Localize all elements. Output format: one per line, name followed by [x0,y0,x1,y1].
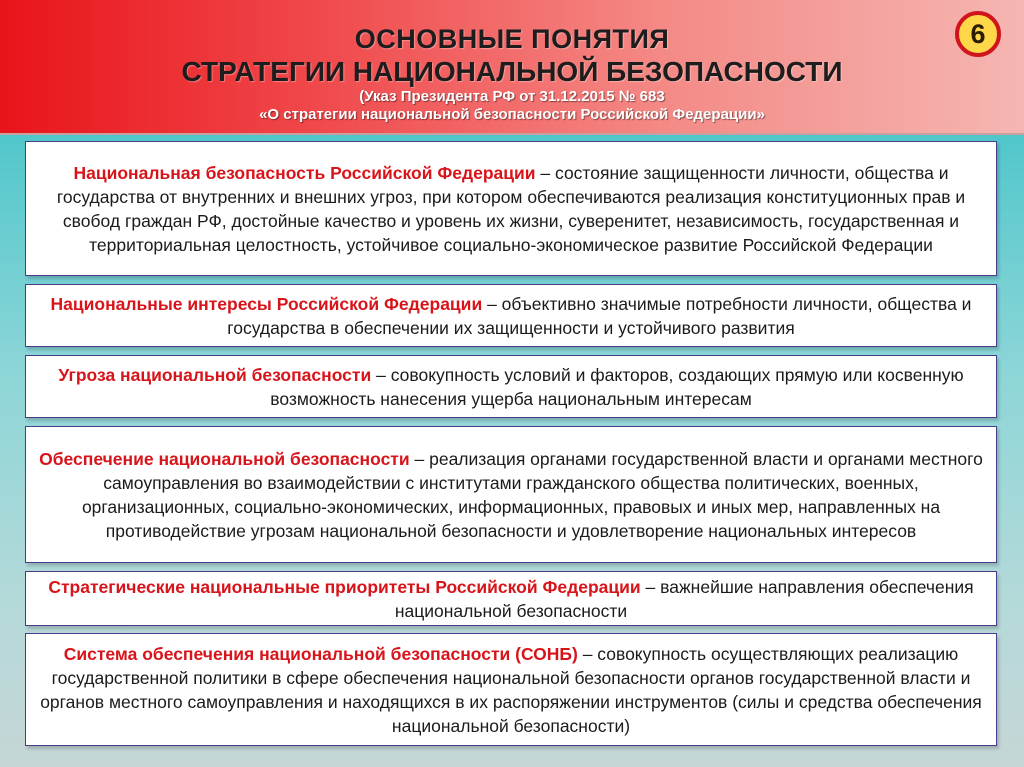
subtitle-strategy-name: «О стратегии национальной безопасности Российской Федерации» [259,106,765,123]
page-title-line2: СТРАТЕГИИ НАЦИОНАЛЬНОЙ БЕЗОПАСНОСТИ [181,56,843,87]
slide-number-badge: 6 [955,11,1001,57]
definition-term: Стратегические национальные приоритеты Российской Федерации [48,576,641,597]
definition-text [34,161,988,257]
definition-card-security-threat [25,355,997,418]
definition-term: Обеспечение национальной безопасности [39,448,410,469]
definition-body: – объективно значимые потребности личности, общества и государства в обеспечении их защищенности и устойчивого развития [227,293,972,338]
definition-card-national-security [25,141,997,276]
definition-term: Система обеспечения национальной безопасности (СОНБ) [63,643,578,664]
definition-card-strategic-priorities [25,571,997,626]
header-banner [0,0,1024,135]
definition-term: Национальная безопасность Российской Федерации [73,162,536,183]
definition-card-national-interests [25,284,997,347]
definition-text [34,363,988,411]
definition-body: – важнейшие направления обеспечения национальной безопасности [394,576,974,621]
definition-body: – состояние защищенности личности, общества и государства от внутренних и внешних угроз, при котором обеспечиваются реализация конституционных прав и свобод граждан РФ, достойные качество и уровень их жизни, суверенитет, независимость, государственная и территориальная целостность, устойчивое социально-экономическое развитие Российской Федерации [56,162,966,255]
definition-term: Национальные интересы Российской Федерации [50,293,483,314]
definition-body: – реализация органами государственной власти и органами местного самоуправления во взаимодействии с институтами гражданского общества политических, военных, организационных, социально-экономических, информационных, правовых и иных мер, направленных на противодействие угрозам национальной безопасности и удовлетворение национальных интересов [81,448,983,541]
definition-text [34,575,988,623]
definition-term: Угроза национальной безопасности [58,364,372,385]
definition-card-ensuring-security [25,426,997,563]
definition-text [34,642,988,738]
definition-body: – совокупность осуществляющих реализацию государственной политики в сфере обеспечения национальной безопасности органов государственной власти и органов местного самоуправления и находящихся в их распоряжении инструментов (силы и средства обеспечения национальной безопасности) [40,643,982,736]
definition-text [34,447,988,543]
definition-body: – совокупность условий и факторов, создающих прямую или косвенную возможность нанесения ущерба национальным интересам [270,364,964,409]
subtitle-decree: (Указ Президента РФ от 31.12.2015 № 683 [359,88,665,105]
page-title-line1: ОСНОВНЫЕ ПОНЯТИЯ [354,24,670,54]
definition-card-security-system [25,633,997,746]
definition-text [34,292,988,340]
